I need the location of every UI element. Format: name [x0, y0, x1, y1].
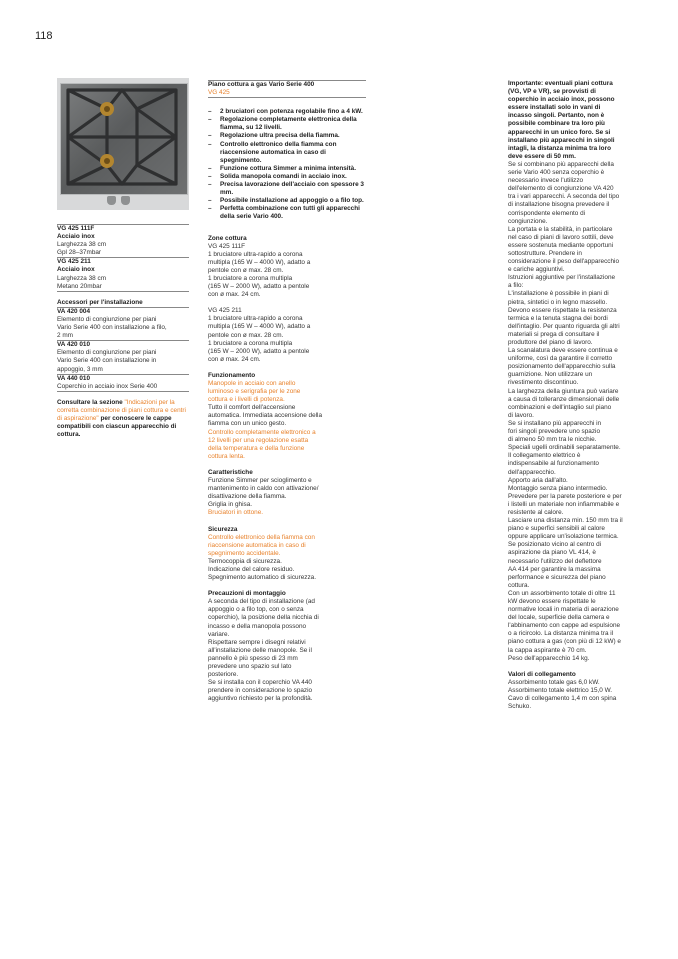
- text-line: posteriore.: [208, 671, 239, 679]
- model-spec: Metano 20mbar: [57, 282, 102, 290]
- important-line: Importante: eventuali piani cottura: [508, 80, 613, 87]
- text-line: resistente al calore.: [508, 508, 564, 516]
- text-line: Tutto il comfort dell'accensione: [208, 404, 296, 412]
- highlight-line: Controllo completamente elettronico a: [208, 428, 316, 436]
- text-line: La portata e la stabilità, in particolare: [508, 225, 613, 233]
- text-line: performance e sicurezza del piano: [508, 573, 606, 581]
- page-number: 118: [35, 30, 53, 42]
- accessory-code: VA 440 010: [57, 374, 91, 382]
- section-title: Caratteristiche: [208, 468, 253, 476]
- text-line: congiunzione.: [508, 217, 548, 225]
- highlight-line: Controllo elettronico della fiamma con: [208, 533, 315, 541]
- consult-link[interactable]: "Indicazioni per la corretta combinazione di piani cottura e centri di aspirazione": [57, 398, 186, 422]
- accessory-desc: Elemento di congiunzione per piani: [57, 349, 157, 357]
- text-line: all'installazione delle manopole. Se il: [208, 646, 312, 654]
- text-line: a filo:: [508, 282, 524, 290]
- feature-item: – Regolazione completamente elettronica della fiamma, su 12 livelli.: [208, 116, 366, 132]
- text-line: Se si installano più apparecchi in: [508, 419, 602, 427]
- text-line: sottostrutture. Prendere in: [508, 249, 582, 257]
- zone-line: multipla (165 W – 4000 W), adatto a: [208, 258, 311, 266]
- text-line: pietra, sintetici o in legno massello.: [508, 298, 608, 306]
- important-line: incasso singoli. Pertanto, non è: [508, 112, 605, 120]
- important-note: [508, 80, 640, 161]
- knob-icon: [121, 196, 130, 205]
- section-title: Sicurezza: [208, 525, 238, 533]
- feature-item: – Solida manopola comandi in acciaio inox.: [208, 173, 366, 181]
- text-line: fiamma con un unico gesto.: [208, 420, 287, 428]
- text-line: variare.: [208, 630, 230, 638]
- installation-column: [508, 80, 640, 711]
- model-material: Acciaio inox: [57, 233, 95, 241]
- text-line: Funzione Simmer per scioglimento e: [208, 477, 312, 485]
- zone-code: VG 425 111F: [208, 242, 246, 250]
- zone-line: pentole con ø max. 28 cm.: [208, 331, 284, 339]
- text-line: rivestimento discontinuo.: [508, 379, 579, 387]
- text-line: del locale, superficie della camera e: [508, 614, 610, 622]
- features-column: [208, 80, 366, 703]
- text-line: indispensabile al funzionamento: [508, 460, 599, 468]
- text-line: Spegnimento automatico di sicurezza.: [208, 574, 316, 582]
- text-line: necessario invece l'utilizzo: [508, 177, 584, 185]
- accessory-desc: 2 mm: [57, 332, 73, 340]
- zone-line: pentole con ø max. 28 cm.: [208, 266, 284, 274]
- text-line: Istruzioni aggiuntive per l'installazione: [508, 274, 616, 282]
- product-title: Piano cottura a gas Vario Serie 400: [208, 81, 315, 88]
- text-line: Se si installa con il coperchio VA 440: [208, 679, 312, 687]
- highlight-line: luminoso e serigrafia per le zone: [208, 388, 301, 396]
- accessory-desc: Vario Serie 400 con installazione in: [57, 357, 157, 365]
- cast-iron-grate: [65, 87, 179, 187]
- text-line: piano e superfici sensibili al calore: [508, 525, 605, 533]
- text-line: prevedere uno spazio sul lato: [208, 663, 292, 670]
- text-line: Speciali ugelli ordinabili separatamente.: [508, 444, 621, 452]
- value-line: Assorbimento totale elettrico 15,0 W.: [508, 686, 613, 694]
- model-spec: Gpl 28–37mbar: [57, 249, 102, 257]
- feature-item: – Possibile installazione ad appoggio o a filo top.: [208, 197, 366, 205]
- connection-values: [508, 679, 640, 711]
- text-line: Prevedere per la parete posteriore e per: [508, 492, 622, 500]
- text-line: A seconda del tipo di installazione (ad: [208, 598, 315, 606]
- section-title: Valori di collegamento: [508, 670, 576, 678]
- text-line: materiali si prega di consultare il: [508, 330, 600, 338]
- text-line: di almeno 50 mm tra le nicchie.: [508, 436, 597, 444]
- accessory-code: VA 420 010: [57, 341, 91, 349]
- model-spec: Larghezza 38 cm: [57, 241, 107, 249]
- text-line: AA 414 per garantire la massima: [508, 565, 601, 573]
- highlight-line: cottura e i livelli di potenza.: [208, 396, 285, 404]
- text-line: Termocoppia di sicurezza.: [208, 557, 282, 565]
- highlight-line: Manopole in acciaio con anello: [208, 380, 296, 387]
- text-line: coperchio), la posizione della nicchia di: [208, 614, 319, 622]
- text-line: Griglia in ghisa.: [208, 501, 253, 509]
- section-title: Funzionamento: [208, 371, 256, 379]
- highlight-line: 12 livelli per una regolazione esatta: [208, 436, 309, 444]
- text-line: kW devono essere rispettate le: [508, 598, 596, 605]
- text-line: Se si combinano più apparecchi della: [508, 160, 614, 168]
- control-knobs: [107, 196, 141, 206]
- model-spec: Larghezza 38 cm: [57, 274, 107, 282]
- highlight-line: Bruciatori in ottone.: [208, 509, 264, 517]
- accessory-desc: Elemento di congiunzione per piani: [57, 315, 157, 323]
- model-code: VG 425 211: [57, 258, 91, 266]
- feature-item: – Precisa lavorazione dell'acciaio con spessore 3 mm.: [208, 181, 366, 197]
- important-line: essere installati solo in vani di: [508, 104, 601, 112]
- text-line: aspirazione da piano VL 414, è: [508, 549, 596, 557]
- text-line: automatica. Immediata accensione della: [208, 412, 323, 420]
- feature-item: – Funzione cottura Simmer a minima intensità.: [208, 165, 366, 173]
- feature-item: – Perfetta combinazione con tutti gli apparecchi della serie Vario 400.: [208, 205, 366, 221]
- installation-text: [508, 161, 640, 663]
- text-line: essere sostenuta mediante opportuni: [508, 241, 614, 249]
- text-line: l'abbinamento con cappe ad espulsione: [508, 622, 621, 630]
- text-line: fori singoli prevedere uno spazio: [508, 428, 601, 436]
- text-line: termica e la tenuta stagna dei bordi: [508, 314, 608, 322]
- text-line: Rispettare sempre i disegni relativi: [208, 638, 306, 646]
- zone-code: VG 425 211: [208, 307, 242, 315]
- text-line: mantenimento in caldo con attivazione/: [208, 485, 319, 493]
- text-line: Montaggio senza piano intermedio.: [508, 484, 608, 492]
- text-line: di lavoro.: [508, 411, 534, 419]
- highlight-line: spegnimento accidentale.: [208, 549, 281, 557]
- highlight-line: riaccensione automatica in caso di: [208, 541, 306, 549]
- text-line: Apporto aria dall'alto.: [508, 476, 568, 484]
- text-line: considerazione il peso dell'apparecchio: [508, 258, 619, 266]
- section-title: Zone cottura: [208, 234, 247, 242]
- text-line: la cappa aspirante è 70 cm.: [508, 646, 587, 654]
- text-line: appoggio o a filo top, con o senza: [208, 606, 304, 614]
- accessory-desc: appoggio, 3 mm: [57, 365, 103, 373]
- text-line: dell'intaglio. Per quanto riguarda gli altri: [508, 322, 620, 330]
- text-line: dell'elemento di congiunzione VA 420: [508, 185, 614, 193]
- zone-line: 1 bruciatore a corona multipla: [208, 339, 293, 347]
- text-line: necessario l'utilizzo del deflettore: [508, 557, 602, 565]
- feature-list: [208, 108, 366, 221]
- text-line: posizionamento dell'apparecchio sulla: [508, 363, 616, 371]
- zone-line: 1 bruciatore a corona multipla: [208, 274, 293, 282]
- text-line: normative locali in materia di aerazione: [508, 606, 619, 614]
- zone-line: 1 bruciatore ultra-rapido a corona: [208, 250, 303, 258]
- text-line: serie Vario 400 senza coperchio è: [508, 169, 605, 177]
- text-line: Se posizionato vicino al centro di: [508, 541, 602, 549]
- text-line: corrispondente elemento di: [508, 209, 586, 217]
- important-line: deve essere di 50 mm.: [508, 152, 576, 160]
- text-line: Indicazione del calore residuo.: [208, 565, 295, 573]
- text-line: produttore del piano di lavoro.: [508, 339, 593, 346]
- zone-line: 1 bruciatore ultra-rapido a corona: [208, 315, 303, 323]
- text-line: Con un assorbimento totale di oltre 11: [508, 589, 616, 597]
- text-line: e cariche aggiuntivi.: [508, 266, 565, 274]
- highlight-line: della temperatura e della funzione: [208, 444, 305, 452]
- text-line: Lasciare una distanza min. 150 mm tra il: [508, 517, 623, 525]
- important-line: (VG, VP e VR), se provvisti di: [508, 88, 596, 96]
- zone-line: (165 W – 2000 W), adatto a pentole: [208, 347, 310, 355]
- text-line: guarnizione. Non utilizzare un: [508, 371, 593, 379]
- text-line: piano cottura a gas (con più di 12 kW) e: [508, 638, 621, 646]
- important-line: installano più apparecchi in singoli: [508, 136, 615, 144]
- text-line: o a ricircolo. La distanza minima tra il: [508, 630, 614, 638]
- model-material: Acciaio inox: [57, 266, 95, 274]
- text-line: di installazione bisogna prevedere il: [508, 201, 610, 209]
- text-line: tra i vari apparecchi. A seconda del tipo: [508, 193, 620, 201]
- model-code: VG 425 111F: [57, 225, 95, 232]
- text-line: aggiuntivo richiesto per la profondità.: [208, 695, 313, 703]
- accessories-title: Accessori per l'installazione: [57, 298, 143, 306]
- text-line: prendere in considerazione lo spazio: [208, 687, 313, 695]
- important-line: coperchio in acciaio inox, possono: [508, 96, 615, 104]
- zone-line: con ø max. 24 cm.: [208, 291, 261, 299]
- text-line: a causa di tolleranze dimensionali delle: [508, 395, 620, 403]
- text-line: La scanalatura deve essere continua e: [508, 347, 618, 355]
- knob-icon: [107, 196, 116, 205]
- text-line: pannello è più spesso di 23 mm: [208, 654, 298, 662]
- text-line: uniforme, così da garantire il corretto: [508, 355, 613, 363]
- product-subtitle: VG 425: [208, 89, 230, 97]
- section-title: Precauzioni di montaggio: [208, 590, 286, 598]
- accessory-code: VA 420 004: [57, 307, 91, 315]
- product-image: [57, 78, 189, 210]
- consult-note: Consultare la sezione "Indicazioni per la corretta combinazione di piani cottura e centri di aspirazione" per conoscere le cappe compatibili con ciascun apparecchio di cottura.: [57, 398, 186, 439]
- text-line: Devono essere rispettate la resistenza: [508, 306, 617, 314]
- text-line: cottura.: [508, 581, 530, 589]
- text-line: dell'apparecchio.: [508, 468, 556, 476]
- important-line: possibile combinare tra loro più: [508, 120, 605, 128]
- text-line: i listelli un materiale non infiammabile e: [508, 500, 620, 508]
- highlight-line: cottura lenta.: [208, 452, 245, 460]
- zone-line: (165 W – 2000 W), adatto a pentole: [208, 283, 310, 291]
- text-line: disattivazione della fiamma.: [208, 493, 287, 501]
- value-line: Cavo di collegamento 1,4 m con spina: [508, 695, 617, 703]
- text-line: incasso e della manopola possono: [208, 622, 307, 630]
- text-line: combinazioni e dell'intaglio sul piano: [508, 403, 612, 411]
- text-line: Il collegamento elettrico è: [508, 452, 581, 460]
- feature-item: – Controllo elettronico della fiamma con riaccensione automatica in caso di spegnimento.: [208, 141, 366, 165]
- important-line: intagli, la distanza minima tra loro: [508, 144, 611, 152]
- text-line: oppure applicare un'isolazione termica.: [508, 533, 619, 541]
- text-line: nel caso di piani di lavoro sottili, deve: [508, 233, 614, 241]
- accessory-desc: Vario Serie 400 con installazione a filo,: [57, 324, 167, 332]
- text-line: La larghezza della giuntura può variare: [508, 387, 619, 395]
- text-line: L'installazione è possibile in piani di: [508, 290, 609, 298]
- feature-item: – 2 bruciatori con potenza regolabile fino a 4 kW.: [208, 108, 366, 116]
- value-line: Schuko.: [508, 703, 532, 711]
- value-line: Assorbimento totale gas 6,0 kW.: [508, 678, 600, 686]
- zone-line: con ø max. 24 cm.: [208, 355, 261, 363]
- accessory-desc: Coperchio in acciaio inox Serie 400: [57, 382, 158, 390]
- zone-line: multipla (165 W – 4000 W), adatto a: [208, 323, 311, 331]
- product-column: [57, 78, 189, 439]
- important-line: apparecchi in un unico foro. Se si: [508, 128, 611, 136]
- feature-item: – Regolazione ultra precisa della fiamma.: [208, 132, 366, 140]
- text-line: Peso dell'apparecchio 14 kg.: [508, 654, 590, 662]
